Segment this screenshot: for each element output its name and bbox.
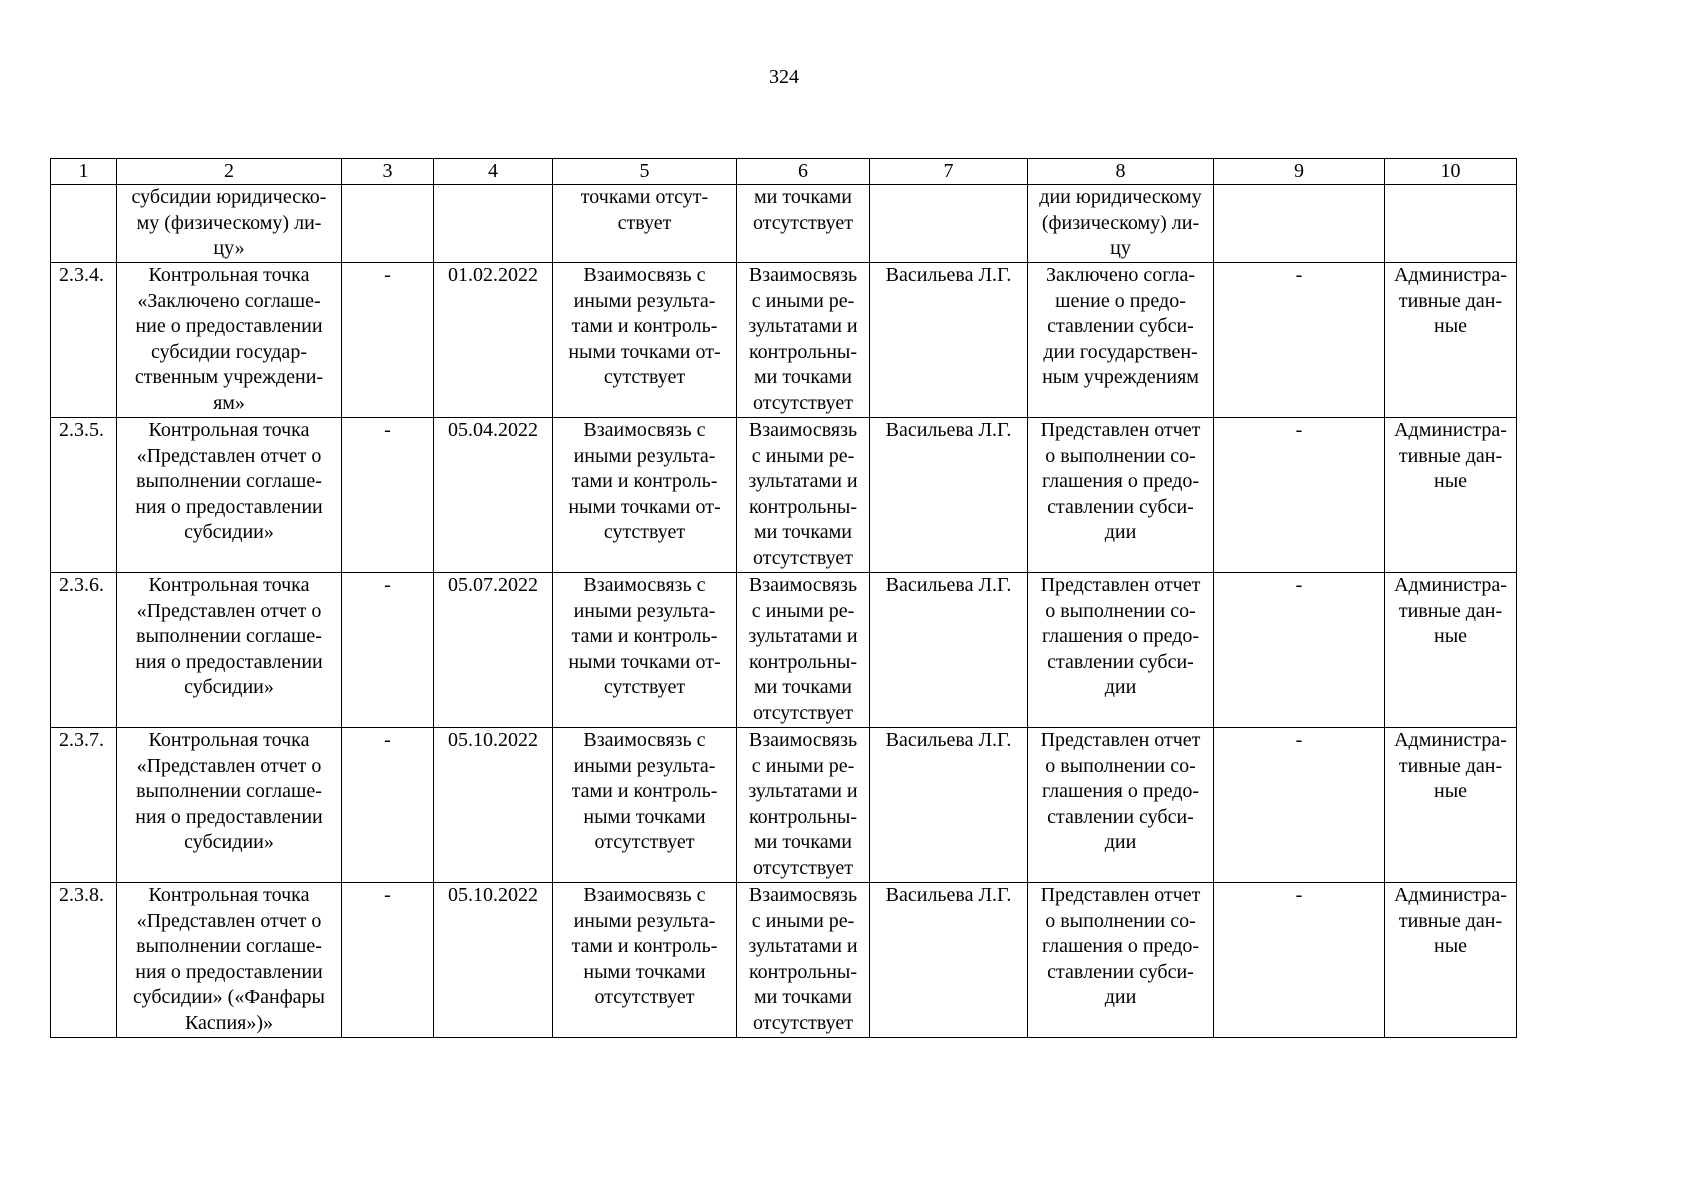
column-9-cell: - — [1214, 573, 1385, 728]
table-row — [51, 573, 1517, 728]
table-row — [51, 263, 1517, 418]
column-9-cell: - — [1214, 418, 1385, 573]
column-3-cell: - — [342, 573, 434, 728]
column-3-cell: - — [342, 883, 434, 1038]
row-number-cell — [51, 185, 117, 263]
data-source-cell — [1385, 185, 1517, 263]
relation-cell: Взаимосвязь с иными ре- зультатами и контрольны- ми точками отсутствует — [737, 263, 870, 418]
responsible-cell — [870, 185, 1028, 263]
date-cell: 01.02.2022 — [434, 263, 553, 418]
data-source-cell: Администра- тивные дан- ные — [1385, 573, 1517, 728]
data-source-cell: Администра- тивные дан- ные — [1385, 418, 1517, 573]
table-row — [51, 418, 1517, 573]
row-number-cell: 2.3.7. — [51, 728, 117, 883]
column-3-cell: - — [342, 263, 434, 418]
date-cell: 05.10.2022 — [434, 883, 553, 1038]
control-point-name-cell: Контрольная точка «Заключено соглаше- ние о предоставлении субсидии государ- ственным учреждени- ям» — [117, 263, 342, 418]
relation-cell: точками отсут- ствует — [553, 185, 737, 263]
control-point-name-cell: Контрольная точка «Представлен отчет о выполнении соглаше- ния о предоставлении субсидии» («Фанфары Каспия»)» — [117, 883, 342, 1038]
page-number: 324 — [769, 66, 799, 88]
control-point-name-cell: Контрольная точка «Представлен отчет о выполнении соглаше- ния о предоставлении субсидии» — [117, 728, 342, 883]
column-9-cell — [1214, 185, 1385, 263]
relation-cell: Взаимосвязь с иными результа- тами и контроль- ными точками от- сутствует — [553, 418, 737, 573]
responsible-cell: Васильева Л.Г. — [870, 883, 1028, 1038]
row-number-cell: 2.3.5. — [51, 418, 117, 573]
column-number-header-row — [51, 159, 1517, 185]
column-number-header: 1 — [51, 159, 117, 185]
table-row — [51, 883, 1517, 1038]
relation-cell: Взаимосвязь с иными результа- тами и контроль- ными точками от- сутствует — [553, 573, 737, 728]
control-point-name-cell: Контрольная точка «Представлен отчет о выполнении соглаше- ния о предоставлении субсидии» — [117, 418, 342, 573]
date-cell: 05.10.2022 — [434, 728, 553, 883]
row-number-cell: 2.3.6. — [51, 573, 117, 728]
responsible-cell: Васильева Л.Г. — [870, 573, 1028, 728]
column-number-header: 2 — [117, 159, 342, 185]
continuation-row — [51, 185, 1517, 263]
result-cell: Представлен отчет о выполнении со- глашения о предо- ставлении субси- дии — [1028, 883, 1214, 1038]
table-row — [51, 728, 1517, 883]
relation-cell: Взаимосвязь с иными результа- тами и контроль- ными точками отсутствует — [553, 883, 737, 1038]
column-number-header: 9 — [1214, 159, 1385, 185]
date-cell — [434, 185, 553, 263]
column-number-header: 4 — [434, 159, 553, 185]
control-point-name-cell: субсидии юридическо- му (физическому) ли- цу» — [117, 185, 342, 263]
date-cell: 05.04.2022 — [434, 418, 553, 573]
row-number-cell: 2.3.8. — [51, 883, 117, 1038]
table-body — [51, 159, 1517, 1038]
relation-cell: Взаимосвязь с иными результа- тами и контроль- ными точками от- сутствует — [553, 263, 737, 418]
relation-cell: Взаимосвязь с иными ре- зультатами и контрольны- ми точками отсутствует — [737, 418, 870, 573]
column-number-header: 3 — [342, 159, 434, 185]
responsible-cell: Васильева Л.Г. — [870, 418, 1028, 573]
relation-cell: Взаимосвязь с иными ре- зультатами и контрольны- ми точками отсутствует — [737, 573, 870, 728]
relation-cell: Взаимосвязь с иными ре- зультатами и контрольны- ми точками отсутствует — [737, 728, 870, 883]
column-number-header: 6 — [737, 159, 870, 185]
date-cell: 05.07.2022 — [434, 573, 553, 728]
relation-cell: Взаимосвязь с иными ре- зультатами и контрольны- ми точками отсутствует — [737, 883, 870, 1038]
column-9-cell: - — [1214, 263, 1385, 418]
data-source-cell: Администра- тивные дан- ные — [1385, 883, 1517, 1038]
column-number-header: 7 — [870, 159, 1028, 185]
data-source-cell: Администра- тивные дан- ные — [1385, 728, 1517, 883]
result-cell: Представлен отчет о выполнении со- глашения о предо- ставлении субси- дии — [1028, 573, 1214, 728]
result-cell: Представлен отчет о выполнении со- глашения о предо- ставлении субси- дии — [1028, 418, 1214, 573]
column-9-cell: - — [1214, 883, 1385, 1038]
responsible-cell: Васильева Л.Г. — [870, 263, 1028, 418]
result-cell: дии юридическому (физическому) ли- цу — [1028, 185, 1214, 263]
row-number-cell: 2.3.4. — [51, 263, 117, 418]
column-3-cell: - — [342, 418, 434, 573]
responsible-cell: Васильева Л.Г. — [870, 728, 1028, 883]
control-points-table — [50, 158, 1517, 1038]
result-cell: Представлен отчет о выполнении со- глашения о предо- ставлении субси- дии — [1028, 728, 1214, 883]
relation-cell: ми точками отсутствует — [737, 185, 870, 263]
relation-cell: Взаимосвязь с иными результа- тами и контроль- ными точками отсутствует — [553, 728, 737, 883]
column-number-header: 8 — [1028, 159, 1214, 185]
column-3-cell — [342, 185, 434, 263]
column-number-header: 5 — [553, 159, 737, 185]
data-source-cell: Администра- тивные дан- ные — [1385, 263, 1517, 418]
result-cell: Заключено согла- шение о предо- ставлении субси- дии государствен- ным учреждениям — [1028, 263, 1214, 418]
column-9-cell: - — [1214, 728, 1385, 883]
column-3-cell: - — [342, 728, 434, 883]
control-point-name-cell: Контрольная точка «Представлен отчет о выполнении соглаше- ния о предоставлении субсидии» — [117, 573, 342, 728]
column-number-header: 10 — [1385, 159, 1517, 185]
